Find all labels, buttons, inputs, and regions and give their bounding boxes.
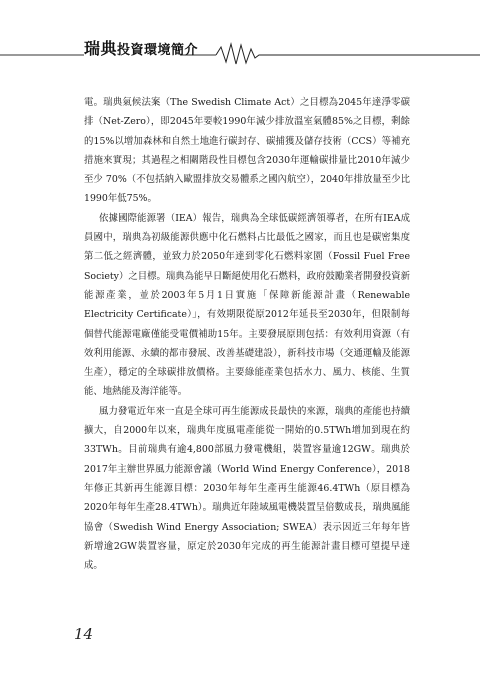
header-title: 瑞典投資環境簡介	[84, 39, 199, 58]
body-text	[84, 93, 410, 575]
running-header	[0, 30, 480, 74]
heartbeat-line-icon	[216, 44, 480, 64]
paragraph: 依據國際能源署（IEA）報告，瑞典為全球低碳經濟領導者，在所有IEA成員國中，瑞典為初級能源供應中化石燃料占比最低之國家，而且也是碳密集度第二低之經濟體，並致力於2050年達到零化石燃料家園（Fossil Fuel Free Society）之目標。瑞典為能早日斷絕使用化石燃料，政府鼓勵業者開發投資新能源產業，並於2003年5月1日實施「保障新能源計畫（Renewable Electricity Certificate）」，有效期限從原2012年延長至2030年，但限制每個替代能源電廠僅能受電價補助15年。主要發展原則包括：有效利用資源（有效利用能源、永續的都市發展、改善基礎建設），新科技市場（交通運輸及能源生產），穩定的全球碳排放價格。主要綠能產業包括水力、風力、核能、生質能、地熱能及海洋能等。	[84, 212, 410, 398]
page-number: 14	[74, 625, 94, 643]
paragraph: 電。瑞典氣候法案（The Swedish Climate Act）之目標為2045年達淨零碳排（Net-Zero），即2045年要較1990年減少排放溫室氣體85%之目標，剩餘的15%以增加森林和自然土地進行碳封存、碳捕獲及儲存技術（CCS）等補充措施來實現；其過程之相關階段性目標包含2030年運輸碳排量比2010年減少至少 70%（不包括納入歐盟排放交易體系之國內航空），2040年排放量至少比1990年低75%。	[84, 97, 410, 205]
header-decoration	[0, 30, 480, 74]
paragraph: 風力發電近年來一直是全球可再生能源成長最快的來源，瑞典的產能也持續擴大，自2000年以來，瑞典年度風電產能從一開始的0.5TWh增加到現在約33TWh。目前瑞典有逾4,800部風力發電機組，裝置容量逾12GW。瑞典於2017年主辦世界風力能源會議（World Wind Energy Conference），2018年修正其新再生能源目標：2030年每年生產再生能源46.4TWh（原目標為2020年每年生產28.4TWh）。瑞典近年陸域風電機裝置呈倍數成長，瑞典風能協會（Swedish Wind Energy Association; SWEA）表示因近三年每年皆新增逾2GW裝置容量，原定於2030年完成的再生能源計畫目標可望提早達成。	[84, 405, 410, 572]
